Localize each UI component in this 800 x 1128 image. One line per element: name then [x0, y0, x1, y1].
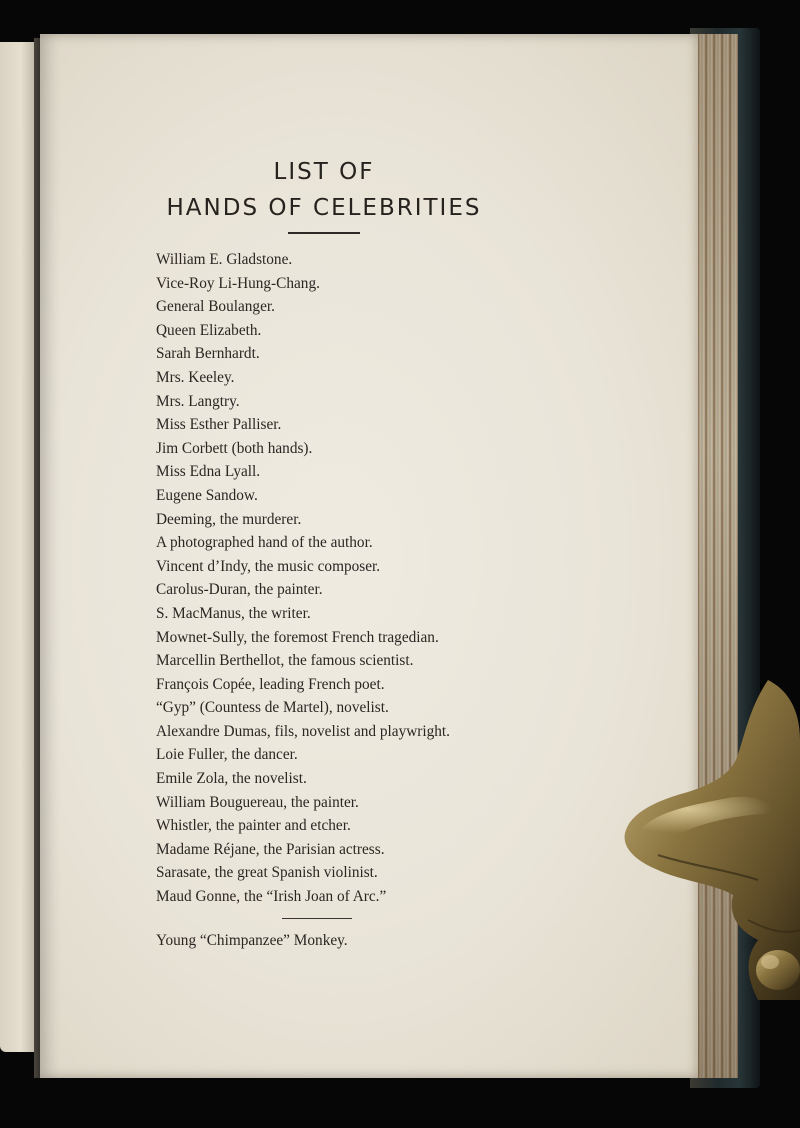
- list-item: Whistler, the painter and etcher.: [156, 817, 351, 835]
- list-item: General Boulanger.: [156, 298, 275, 316]
- page-content: [156, 154, 636, 952]
- list-item: Madame Réjane, the Parisian actress.: [156, 840, 385, 858]
- list-item: Maud Gonne, the “Irish Joan of Arc.”: [156, 888, 387, 906]
- list-item: Jim Corbett (both hands).: [156, 439, 313, 457]
- list-item: “Gyp” (Countess de Martel), novelist.: [156, 699, 389, 717]
- list-item: Emile Zola, the novelist.: [156, 770, 307, 788]
- heading-line-1: LIST OF: [273, 159, 375, 185]
- heading-line-2: HANDS OF CELEBRITIES: [166, 195, 482, 221]
- heading-rule: [288, 232, 360, 234]
- brass-page-holder-icon: [618, 680, 800, 1000]
- list-item: Sarasate, the great Spanish violinist.: [156, 864, 378, 882]
- list-item: Alexandre Dumas, fils, novelist and playwright.: [156, 722, 450, 740]
- list-item: Vincent d’Indy, the music composer.: [156, 557, 381, 575]
- list-item: William E. Gladstone.: [156, 251, 293, 268]
- list-item: Mrs. Keeley.: [156, 368, 235, 386]
- list-item: Mrs. Langtry.: [156, 392, 240, 410]
- list-item: François Copée, leading French poet.: [156, 675, 385, 693]
- section-rule: [282, 918, 352, 919]
- list-item: Sarah Bernhardt.: [156, 345, 260, 363]
- list-item: Miss Esther Palliser.: [156, 416, 282, 434]
- list-item: Loie Fuller, the dancer.: [156, 746, 298, 764]
- list-item: Marcellin Berthellot, the famous scientist.: [156, 652, 414, 670]
- facing-page-edge: [0, 42, 38, 1052]
- list-item: S. MacManus, the writer.: [156, 604, 311, 622]
- celebrity-list: [156, 248, 636, 909]
- list-item: Queen Elizabeth.: [156, 321, 262, 339]
- list-item: Eugene Sandow.: [156, 486, 258, 504]
- list-item: Vice-Roy Li-Hung-Chang.: [156, 274, 320, 292]
- extra-list-item: Young “Chimpanzee” Monkey.: [156, 931, 348, 949]
- list-item: Deeming, the murderer.: [156, 510, 302, 528]
- list-item: Carolus-Duran, the painter.: [156, 581, 323, 599]
- list-item: Mownet-Sully, the foremost French tragedian.: [156, 628, 439, 646]
- list-item: William Bouguereau, the painter.: [156, 793, 359, 811]
- list-item: Miss Edna Lyall.: [156, 463, 261, 481]
- book-page: [40, 34, 698, 1078]
- list-item: A photographed hand of the author.: [156, 534, 373, 552]
